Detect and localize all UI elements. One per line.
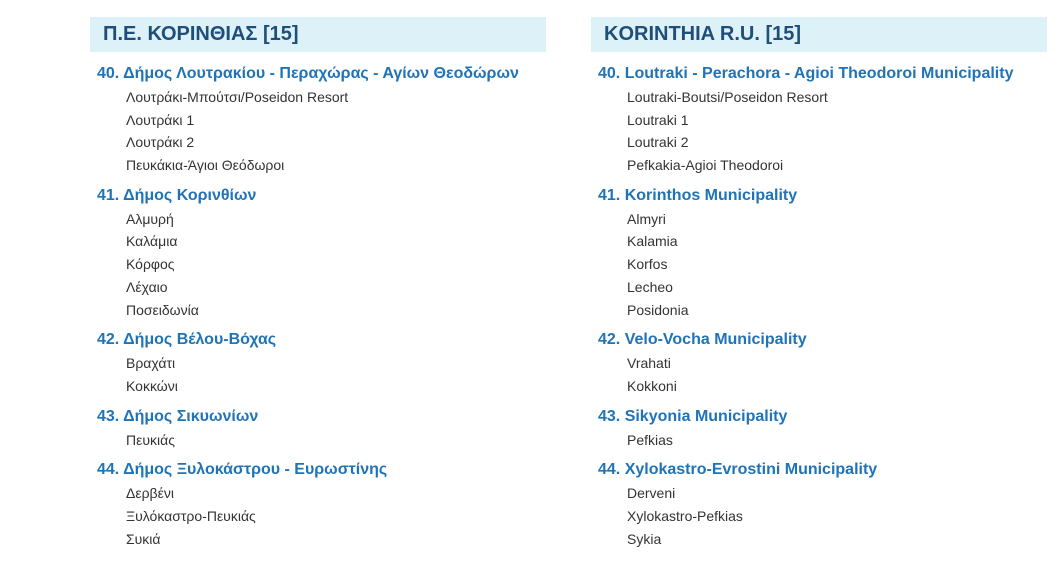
beach-item: Kokkoni <box>627 377 677 394</box>
beach-item: Xylokastro-Pefkias <box>627 507 743 524</box>
municipality-group <box>591 458 1047 550</box>
beach-item: Βραχάτι <box>126 355 176 372</box>
beach-item: Πευκάκια-Άγιοι Θεόδωροι <box>126 157 285 174</box>
municipality-title: 42. Velo-Vocha Municipality <box>598 331 807 349</box>
municipality-title: 41. Δήμος Κορινθίων <box>97 186 257 204</box>
municipality-title: 44. Δήμος Ξυλοκάστρου - Ευρωστίνης <box>97 461 388 479</box>
beach-item: Κοκκώνι <box>126 377 178 394</box>
beach-item: Pefkias <box>627 431 673 448</box>
municipality-title: 42. Δήμος Βέλου-Βόχας <box>97 331 277 349</box>
beach-item: Λουτράκι 2 <box>126 134 195 151</box>
beach-item: Λέχαιο <box>126 278 168 295</box>
beach-item: Αλμυρή <box>126 210 174 227</box>
municipality-title: 40. Loutraki - Perachora - Agioi Theodoroi Municipality <box>598 65 1014 82</box>
municipality-title: 40. Δήμος Λουτρακίου - Περαχώρας - Αγίων Θεοδώρων <box>97 65 519 82</box>
municipality-group <box>591 62 1047 177</box>
beach-item: Καλάμια <box>126 233 178 250</box>
municipality-group <box>591 405 1047 452</box>
municipality-list <box>90 62 546 550</box>
municipality-title: 43. Δήμος Σικυωνίων <box>97 407 259 425</box>
english-column <box>591 17 1047 557</box>
beach-item: Korfos <box>627 256 668 273</box>
beach-item: Pefkakia-Agioi Theodoroi <box>627 157 784 174</box>
beach-item: Kalamia <box>627 233 678 250</box>
beach-item: Πευκιάς <box>126 431 175 448</box>
section-header: KORINTHIA R.U. [15] <box>591 17 1047 52</box>
beach-item: Loutraki-Boutsi/Poseidon Resort <box>627 89 828 105</box>
beach-item: Vrahati <box>627 355 671 372</box>
municipality-title: 44. Xylokastro-Evrostini Municipality <box>598 461 878 479</box>
municipality-group <box>591 184 1047 321</box>
beach-item: Ξυλόκαστρο-Πευκιάς <box>126 507 256 524</box>
beach-item: Λουτράκι 1 <box>126 111 195 128</box>
greek-column <box>90 17 546 557</box>
municipality-group <box>591 328 1047 397</box>
beach-item: Loutraki 1 <box>627 111 689 128</box>
municipality-title: 41. Korinthos Municipality <box>598 186 798 204</box>
municipality-title: 43. Sikyonia Municipality <box>598 407 788 425</box>
beach-item: Almyri <box>627 210 666 227</box>
municipality-group <box>90 62 546 177</box>
beach-item: Sykia <box>627 530 662 547</box>
beach-item: Loutraki 2 <box>627 134 689 151</box>
beach-item: Συκιά <box>126 530 161 547</box>
beach-item: Posidonia <box>627 301 689 318</box>
municipality-list <box>591 62 1047 550</box>
beach-item: Δερβένι <box>126 485 174 502</box>
section-header: Π.Ε. ΚΟΡΙΝΘΙΑΣ [15] <box>90 17 546 52</box>
beach-item: Λουτράκι-Μπούτσι/Poseidon Resort <box>126 89 349 105</box>
beach-item: Derveni <box>627 485 676 502</box>
municipality-group <box>90 328 546 397</box>
beach-item: Lecheo <box>627 278 673 295</box>
municipality-group <box>90 184 546 321</box>
municipality-group <box>90 405 546 452</box>
municipality-group <box>90 458 546 550</box>
beach-item: Κόρφος <box>126 256 175 273</box>
beach-item: Ποσειδωνία <box>126 301 199 318</box>
